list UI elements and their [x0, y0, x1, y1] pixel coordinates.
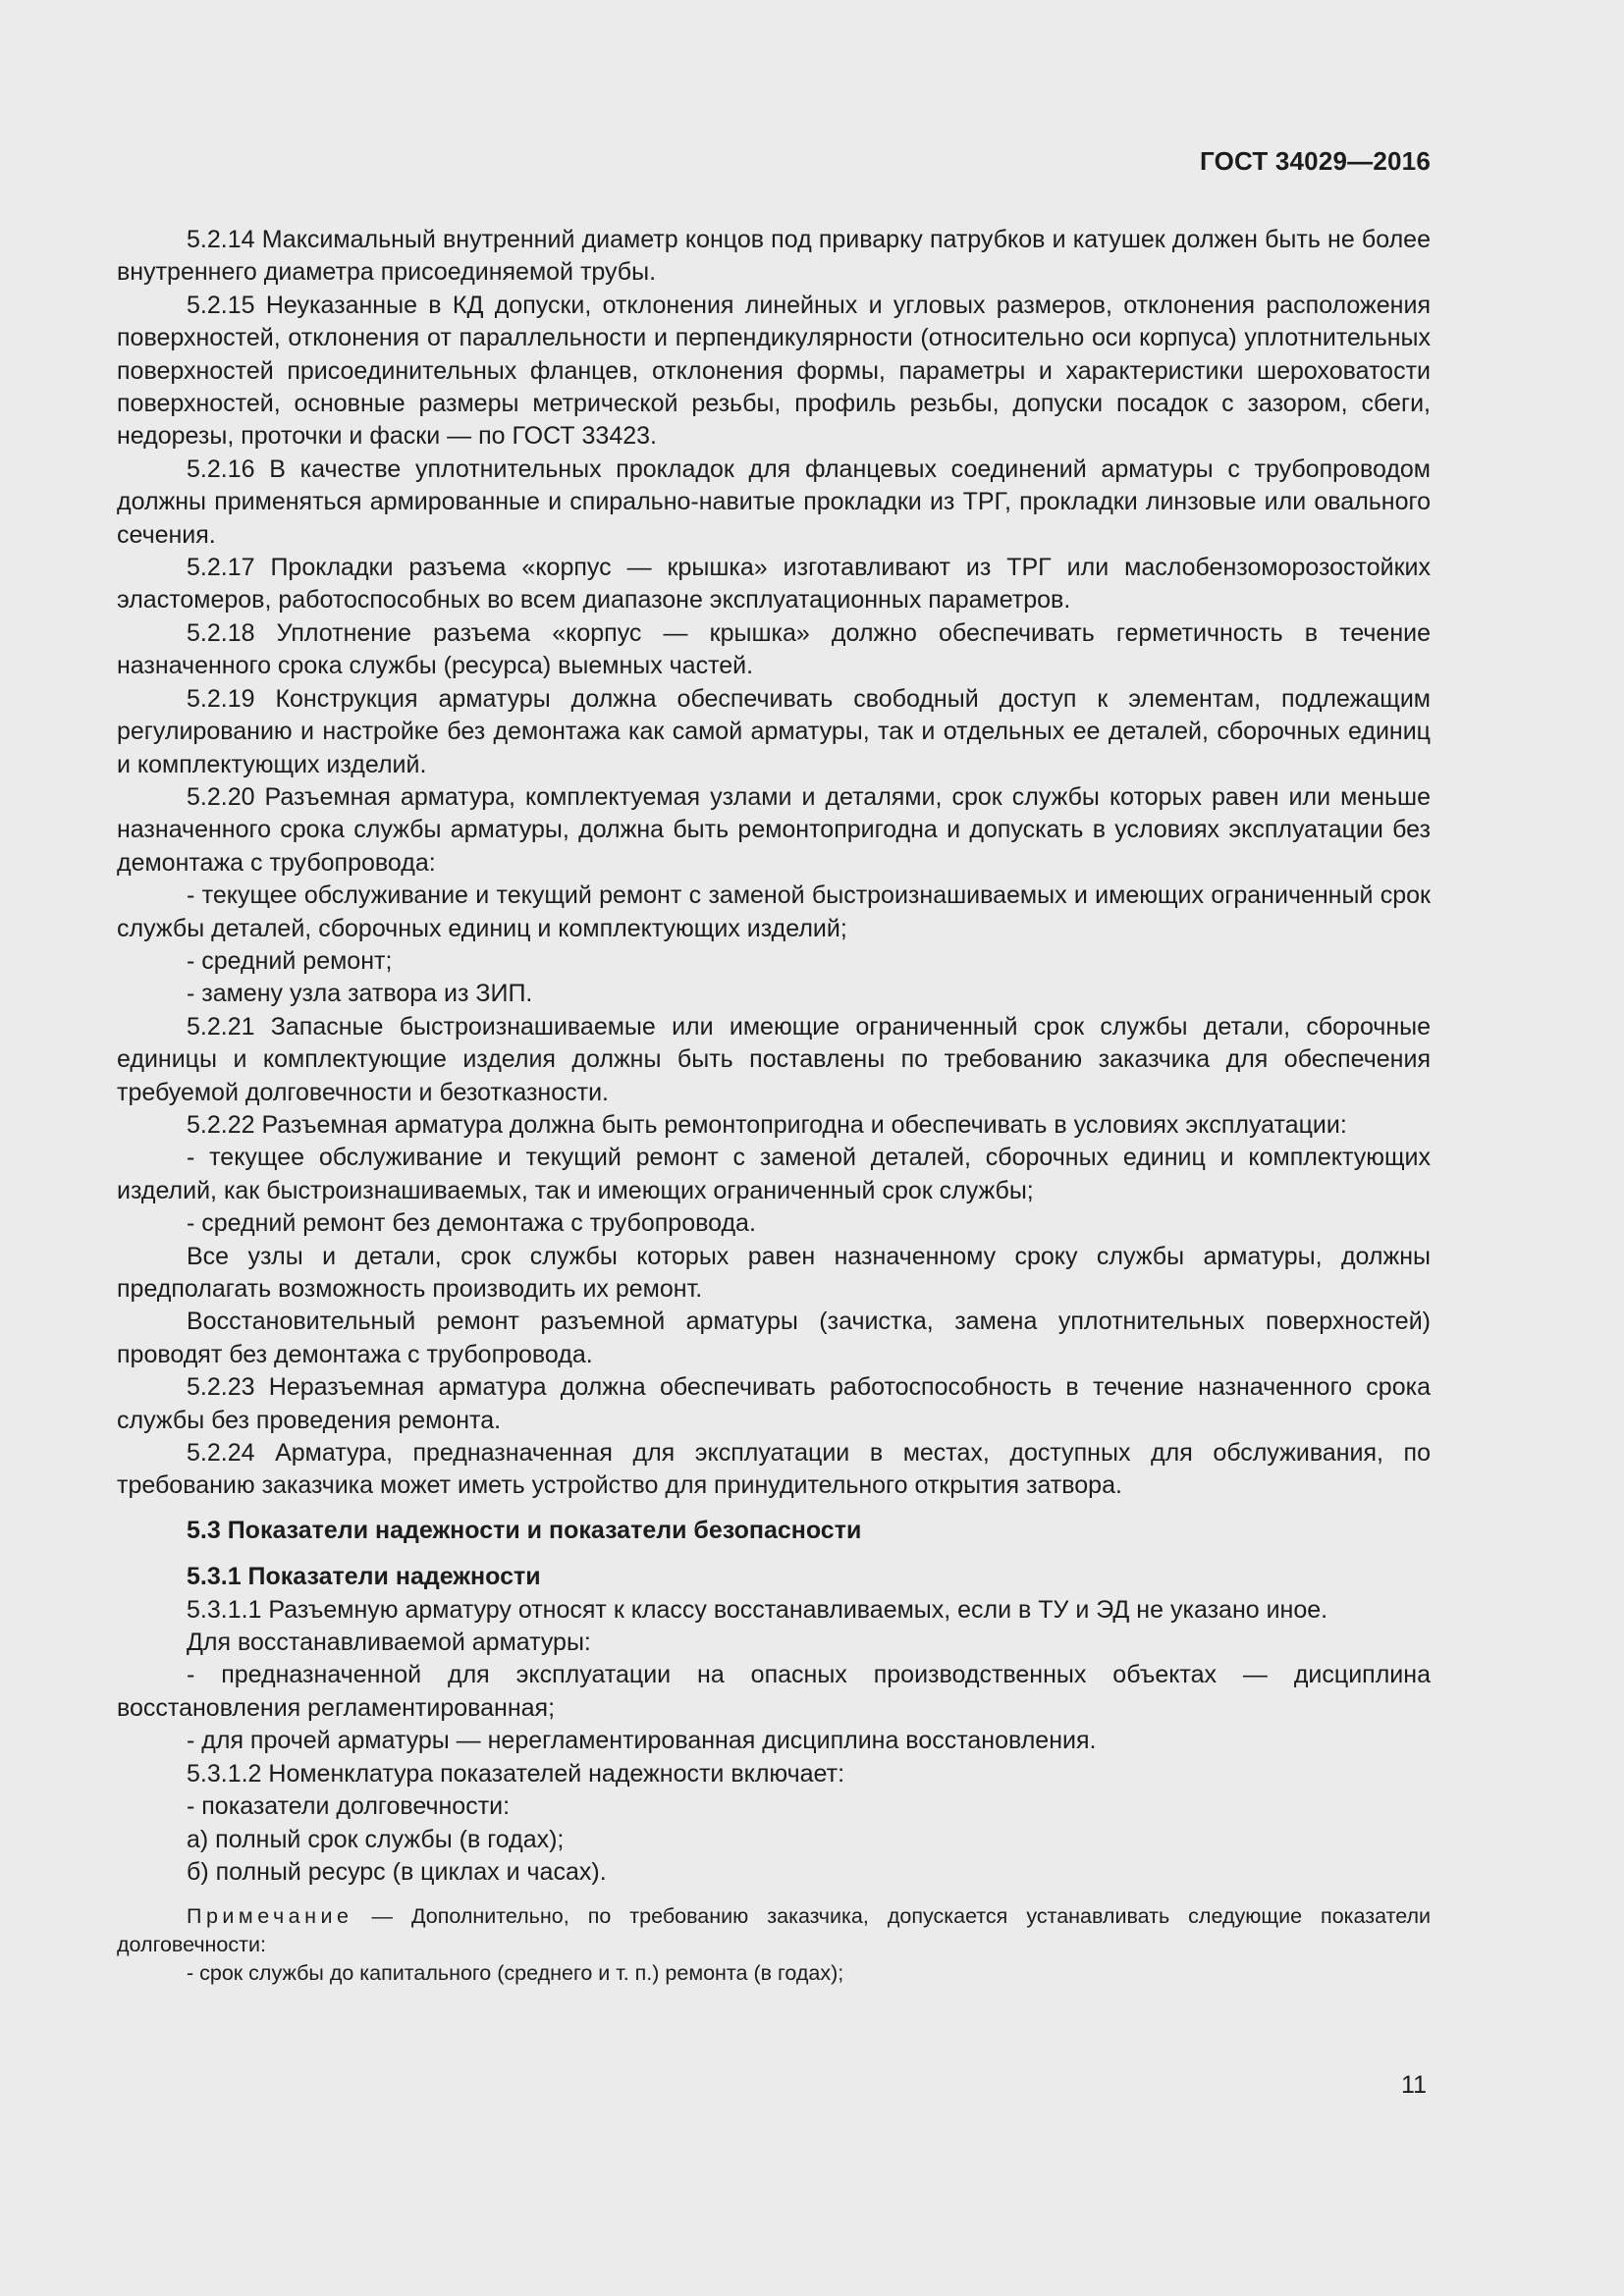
list-item: - текущее обслуживание и текущий ремонт с заменой быстроизнашиваемых и имеющих ограниченный срок службы деталей, сборочных единиц и комплектующих изделий; [117, 881, 1431, 942]
document-body [117, 224, 1431, 1988]
paragraph: Все узлы и детали, срок службы которых равен назначенному сроку службы арматуры, должны предполагать возможность производить их ремонт. [117, 1242, 1431, 1303]
paragraph-5-2-18: 5.2.18 Уплотнение разъема «корпус — крышка» должно обеспечивать герметичность в течение назначенного срока службы (ресурса) выемных частей. [117, 618, 1431, 680]
paragraph: Для восстанавливаемой арматуры: [187, 1629, 591, 1657]
paragraph-5-2-23: 5.2.23 Неразъемная арматура должна обеспечивать работоспособность в течение назначенного срока службы без проведения ремонта. [117, 1373, 1431, 1434]
paragraph-5-2-20: 5.2.20 Разъемная арматура, комплектуемая узлами и деталями, срок службы которых равен или меньше назначенного срока службы арматуры, должна быть ремонтопригодна и допускать в условиях эксплуатации без демонтажа с трубопровода: [117, 782, 1431, 877]
paragraph-5-3-1-1: 5.3.1.1 Разъемную арматуру относят к классу восстанавливаемых, если в ТУ и ЭД не указано иное. [187, 1595, 1328, 1624]
paragraph-5-2-19: 5.2.19 Конструкция арматуры должна обеспечивать свободный доступ к элементам, подлежащим регулированию и настройке без демонтажа как самой арматуры, так и отдельных ее деталей, сборочных единиц и комплектующих изделий. [117, 684, 1431, 778]
note-paragraph [117, 1902, 1431, 1959]
paragraph-5-2-14: 5.2.14 Максимальный внутренний диаметр концов под приварку патрубков и катушек должен быть не более внутреннего диаметра присоединяемой трубы. [117, 226, 1431, 287]
paragraph-5-2-16: 5.2.16 В качестве уплотнительных прокладок для фланцевых соединений арматуры с трубопроводом должны применяться армированные и спирально-навитые прокладки из ТРГ, прокладки линзовые или овального сечения. [117, 454, 1431, 549]
paragraph-5-2-24: 5.2.24 Арматура, предназначенная для эксплуатации в местах, доступных для обслуживания, по требованию заказчика может иметь устройство для принудительного открытия затвора. [117, 1439, 1431, 1500]
page-number: 11 [1401, 2071, 1427, 2099]
paragraph-5-2-15: 5.2.15 Неуказанные в КД допуски, отклонения линейных и угловых размеров, отклонения расположения поверхностей, отклонения от параллельности и перпендикулярности (относительно оси корпуса) уплотнительных поверхностей присоединительных фланцев, отклонения формы, параметры и характеристики шероховатости поверхностей, основные размеры метрической резьбы, профиль резьбы, допуски посадок с зазором, сбеги, недорезы, проточки и фаски — по ГОСТ 33423. [117, 291, 1431, 451]
note-label: Примечание [187, 1904, 353, 1929]
note-list-item: - срок службы до капитального (среднего и т. п.) ремонта (в годах); [187, 1961, 844, 1986]
paragraph-5-3-1-2: 5.3.1.2 Номенклатура показателей надежности включает: [187, 1759, 845, 1788]
list-item: - предназначенной для эксплуатации на опасных производственных объектах — дисциплина восстановления регламентированная; [117, 1661, 1431, 1722]
list-item: - средний ремонт без демонтажа с трубопровода. [187, 1209, 756, 1238]
document-header: ГОСТ 34029—2016 [1200, 146, 1431, 176]
section-heading-5-3: 5.3 Показатели надежности и показатели безопасности [187, 1516, 862, 1544]
paragraph-5-2-21: 5.2.21 Запасные быстроизнашиваемые или имеющие ограниченный срок службы детали, сборочные единицы и комплектующие изделия должны быть поставлены по требованию заказчика для обеспечения требуемой долговечности и безотказности. [117, 1012, 1431, 1106]
list-item: - замену узла затвора из ЗИП. [187, 980, 533, 1008]
list-item: - текущее обслуживание и текущий ремонт с заменой деталей, сборочных единиц и комплектующих изделий, как быстроизнашиваемых, так и имеющих ограниченный срок службы; [117, 1144, 1431, 1204]
subsection-heading-5-3-1: 5.3.1 Показатели надежности [187, 1563, 541, 1591]
paragraph-5-2-22: 5.2.22 Разъемная арматура должна быть ремонтопригодна и обеспечивать в условиях эксплуатации: [187, 1110, 1347, 1139]
paragraph: Восстановительный ремонт разъемной арматуры (зачистка, замена уплотнительных поверхностей) проводят без демонтажа с трубопровода. [117, 1308, 1431, 1368]
paragraph-5-2-17: 5.2.17 Прокладки разъема «корпус — крышка» изготавливают из ТРГ или маслобензоморозостойких эластомеров, работоспособных во всем диапазоне эксплуатационных параметров. [117, 554, 1431, 614]
list-item: - для прочей арматуры — нерегламентированная дисциплина восстановления. [187, 1727, 1097, 1755]
note-text: — Дополнительно, по требованию заказчика, допускается устанавливать следующие показатели долговечности: [117, 1904, 1431, 1957]
list-item: - показатели долговечности: [187, 1792, 511, 1821]
list-item: б) полный ресурс (в циклах и часах). [187, 1857, 607, 1886]
list-item: - средний ремонт; [187, 946, 393, 975]
list-item: а) полный срок службы (в годах); [187, 1825, 565, 1853]
